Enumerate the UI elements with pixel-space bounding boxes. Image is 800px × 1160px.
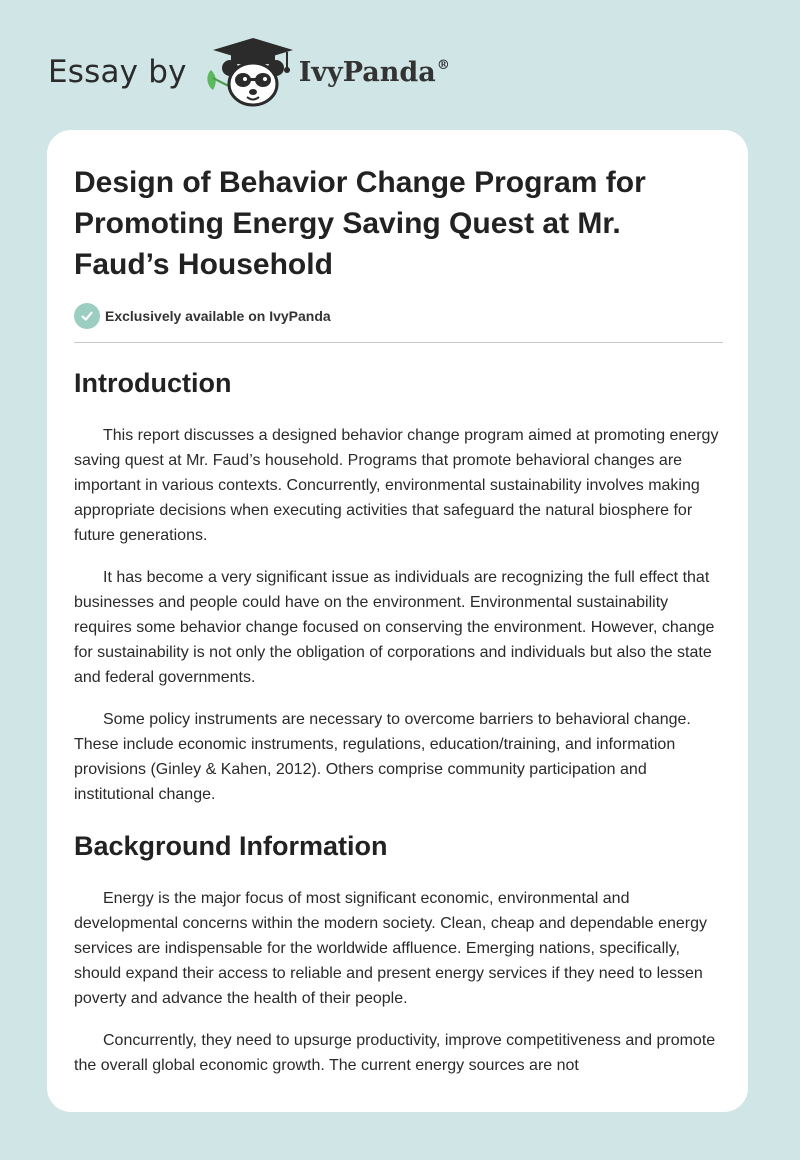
exclusive-badge — [74, 303, 723, 329]
divider — [74, 342, 723, 343]
paragraph: This report discusses a designed behavior change program aimed at promoting energy saving quest at Mr. Faud’s household. Programs that promote behavioral changes are important in various contexts. Concurrently, environmental sustainability involves making appropriate decisions when executing activities that safeguard the natural biosphere for future generations. — [74, 427, 719, 544]
paragraph: Energy is the major focus of most significant economic, environmental and developmental concerns within the modern society. Clean, cheap and dependable energy services are indispensable for the worldwide affluence. Emerging nations, specifically, should expand their access to reliable and present energy services if they need to lessen poverty and advance the health of their people. — [74, 890, 707, 1007]
brand-name: IvyPanda® — [298, 56, 450, 88]
paragraph: It has become a very significant issue as individuals are recognizing the full effect that businesses and people could have on the environment. Environmental sustainability requires some behavior change focused on conserving the environment. However, change for sustainability is not only the obligation of corporations and individuals but also the state and federal governments. — [74, 569, 715, 686]
section-heading: Background Information — [74, 831, 388, 861]
essay-card — [47, 130, 748, 1112]
brand-header[interactable] — [48, 36, 450, 108]
paragraph: Concurrently, they need to upsurge productivity, improve competitiveness and promote the overall global economic growth. The current energy sources are not — [74, 1032, 716, 1074]
essay-title: Design of Behavior Change Program for Promoting Energy Saving Quest at Mr. Faud’s Household — [74, 166, 646, 281]
section-background-information — [74, 829, 723, 1078]
check-icon — [74, 303, 100, 329]
paragraph: Some policy instruments are necessary to overcome barriers to behavioral change. These include economic instruments, regulations, education/training, and information provisions (Ginley & Kahen, 2012). Others comprise community participation and institutional change. — [74, 711, 691, 803]
section-heading: Introduction — [74, 368, 232, 398]
panda-graduate-icon — [201, 36, 297, 108]
badge-text: Exclusively available on IvyPanda — [105, 308, 331, 324]
brand-prefix: Essay by — [48, 54, 187, 90]
section-introduction — [74, 366, 723, 807]
